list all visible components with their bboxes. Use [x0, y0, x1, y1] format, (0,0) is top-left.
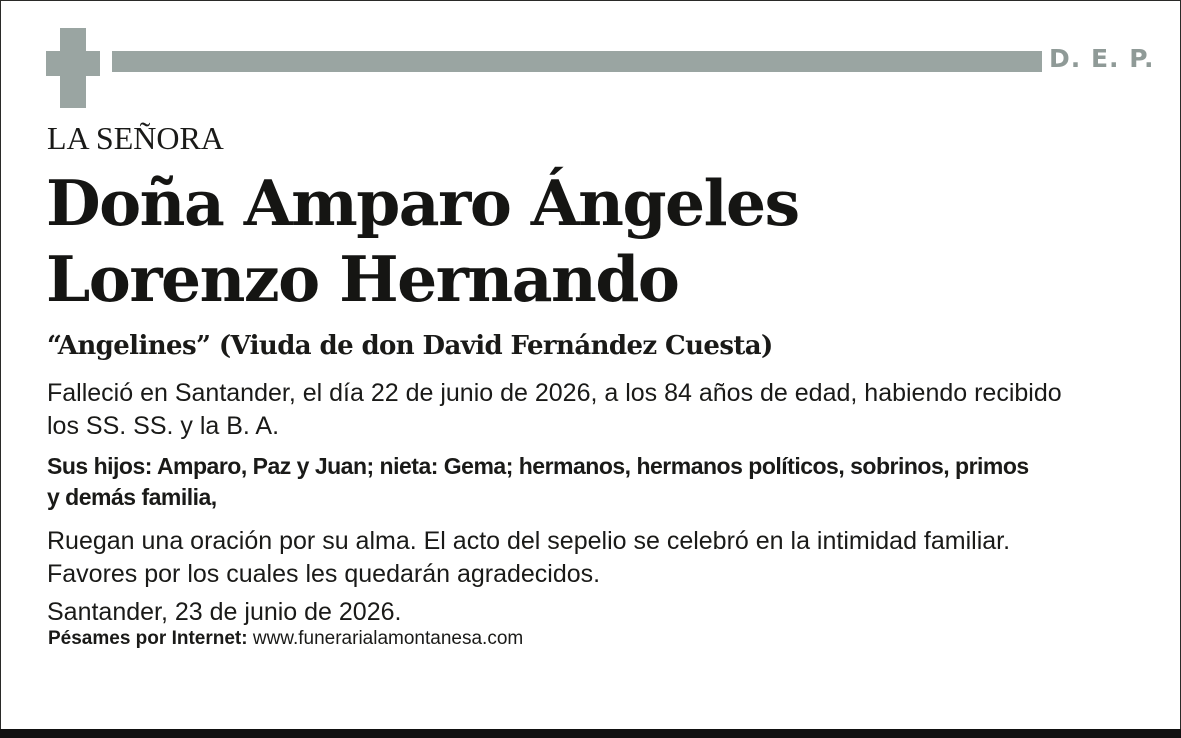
request-line-2: Favores por los cuales les quedarán agradecidos.: [47, 560, 601, 588]
condolences-line: [48, 628, 523, 650]
family-line-1: Sus hijos: Amparo, Paz y Juan; nieta: Gema; hermanos, hermanos políticos, sobrinos, primos: [47, 453, 1029, 479]
condolences-url[interactable]: www.funerarialamontanesa.com: [252, 628, 524, 649]
condolences-label: Pésames por Internet:: [48, 628, 248, 649]
request-paragraph: [47, 525, 1137, 591]
family-line-2: y demás familia,: [47, 484, 217, 510]
death-paragraph: [47, 377, 1137, 443]
death-line-2: los SS. SS. y la B. A.: [47, 412, 280, 440]
header-rule: [112, 51, 1042, 72]
name-line-1: Doña Amparo Ángeles: [46, 166, 799, 240]
death-line-1: Falleció en Santander, el día 22 de junio de 2026, a los 84 años de edad, habiendo recibido: [47, 379, 1062, 407]
family-paragraph: [47, 451, 1137, 513]
bottom-border: [0, 729, 1181, 738]
dep-mark: D. E. P.: [1049, 44, 1155, 73]
cross-icon: [46, 28, 100, 108]
name-line-2: Lorenzo Hernando: [46, 242, 679, 316]
deceased-name: [46, 165, 799, 317]
honorific: LA SEÑORA: [47, 120, 224, 156]
place-date: Santander, 23 de junio de 2026.: [47, 598, 402, 626]
nickname-widow-line: “Angelines” (Viuda de don David Fernández Cuesta): [47, 331, 773, 361]
request-line-1: Ruegan una oración por su alma. El acto del sepelio se celebró en la intimidad familiar.: [47, 527, 1011, 555]
